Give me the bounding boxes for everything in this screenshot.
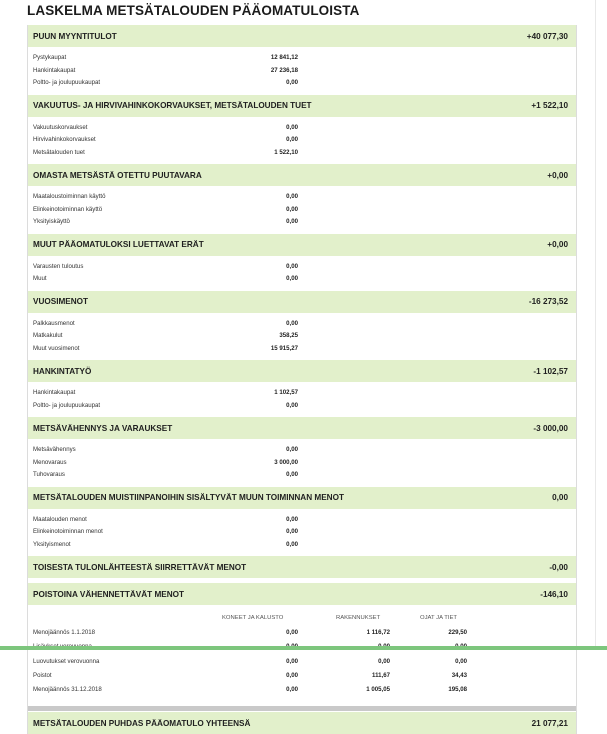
item-value: 0,00 bbox=[286, 540, 298, 548]
page-title: LASKELMA METSÄTALOUDEN PÄÄOMATULOISTA bbox=[27, 3, 360, 18]
item-label: Muut bbox=[33, 275, 47, 282]
item-row bbox=[28, 146, 576, 159]
cell-ojat: 34,43 bbox=[451, 671, 467, 679]
section-header-muut-erat bbox=[28, 234, 576, 256]
item-label: Hankintakaupat bbox=[33, 389, 76, 396]
item-value: 0,00 bbox=[286, 528, 298, 535]
item-row bbox=[28, 121, 576, 134]
item-label: Tuhovaraus bbox=[33, 471, 65, 478]
cell-koneet: 0,00 bbox=[286, 671, 298, 679]
section-rows bbox=[28, 313, 576, 358]
depreciation-column-headers bbox=[28, 611, 576, 625]
section-total: -1 102,57 bbox=[533, 366, 568, 376]
item-value: 0,00 bbox=[286, 136, 298, 143]
report-table bbox=[27, 25, 577, 734]
section-total: +1 522,10 bbox=[531, 101, 568, 110]
section-total: +0,00 bbox=[547, 240, 568, 249]
item-row bbox=[28, 272, 576, 285]
divider bbox=[28, 706, 576, 711]
item-value: 0,00 bbox=[286, 123, 298, 131]
cell-ojat: 229,50 bbox=[448, 629, 467, 636]
item-label: Yksityismenot bbox=[33, 540, 71, 548]
table-row bbox=[28, 654, 576, 668]
summary-title: METSÄTALOUDEN PUHDAS PÄÄOMATULO YHTEENSÄ bbox=[33, 718, 251, 728]
section-title: TOISESTA TULONLÄHTEESTÄ SIIRRETTÄVÄT MENOT bbox=[33, 562, 247, 572]
item-label: Vakuutuskorvaukset bbox=[33, 123, 88, 131]
section-total: +0,00 bbox=[547, 170, 568, 180]
row-label: Menojäännös 1.1.2018 bbox=[33, 629, 96, 636]
bottom-bar bbox=[0, 646, 607, 650]
cell-rakennukset: 1 116,72 bbox=[366, 629, 390, 636]
item-row bbox=[28, 64, 576, 77]
item-label: Pystykaupat bbox=[33, 54, 67, 61]
section-header-puun-myyntitulot bbox=[28, 25, 576, 47]
section-rows bbox=[28, 509, 576, 554]
item-row bbox=[28, 342, 576, 355]
item-value: 0,00 bbox=[286, 218, 298, 225]
item-value: 0,00 bbox=[286, 193, 298, 200]
section-title: VUOSIMENOT bbox=[33, 297, 89, 306]
cell-koneet: 0,00 bbox=[286, 629, 298, 636]
section-title: POISTOINA VÄHENNETTÄVÄT MENOT bbox=[33, 589, 185, 599]
item-label: Maatalouden menot bbox=[33, 515, 87, 523]
item-value: 0,00 bbox=[286, 319, 298, 327]
section-rows bbox=[28, 382, 576, 414]
item-label: Matkakulut bbox=[33, 332, 63, 339]
item-row bbox=[28, 443, 576, 456]
section-rows bbox=[28, 256, 576, 288]
item-row bbox=[28, 76, 576, 89]
item-label: Elinkeinotoiminnan käyttö bbox=[33, 205, 103, 213]
item-row bbox=[28, 386, 576, 399]
item-label: Muut vuosimenot bbox=[33, 344, 80, 352]
item-value: 0,00 bbox=[286, 401, 298, 409]
section-rows bbox=[28, 186, 576, 231]
item-row bbox=[28, 190, 576, 203]
row-label: Menojäännös 31.12.2018 bbox=[33, 686, 102, 694]
row-label: Luovutukset verovuonna bbox=[33, 657, 100, 665]
section-rows bbox=[28, 47, 576, 92]
divider bbox=[595, 0, 596, 650]
section-header-poistot bbox=[28, 583, 576, 605]
item-row bbox=[28, 513, 576, 526]
item-value: 3 000,00 bbox=[274, 458, 298, 466]
item-label: Poltto- ja joulupuukaupat bbox=[33, 79, 101, 86]
item-row bbox=[28, 215, 576, 228]
section-total: -146,10 bbox=[540, 589, 568, 599]
item-label: Yksityiskäyttö bbox=[33, 218, 70, 225]
item-label: Elinkeinotoiminnan menot bbox=[33, 528, 103, 535]
section-title: METSÄTALOUDEN MUISTIINPANOIHIN SISÄLTYVÄT MUUN TOIMINNAN MENOT bbox=[33, 493, 344, 502]
item-row bbox=[28, 203, 576, 216]
item-row bbox=[28, 399, 576, 412]
summary-header bbox=[28, 712, 576, 734]
section-title: MUUT PÄÄOMATULOKSI LUETTAVAT ERÄT bbox=[33, 240, 204, 249]
cell-rakennukset: 1 005,05 bbox=[366, 686, 390, 694]
item-label: Metsätalouden tuet bbox=[33, 148, 85, 156]
item-row bbox=[28, 456, 576, 469]
section-rows bbox=[28, 439, 576, 484]
item-value: 1 522,10 bbox=[274, 148, 298, 156]
table-row bbox=[28, 682, 576, 696]
item-value: 0,00 bbox=[286, 515, 298, 523]
item-value: 12 841,12 bbox=[270, 54, 298, 61]
item-label: Hirvivahinkokorvaukset bbox=[33, 136, 96, 143]
section-total: -16 273,52 bbox=[528, 297, 568, 306]
cell-rakennukset: 111,67 bbox=[372, 671, 390, 679]
item-value: 0,00 bbox=[286, 262, 298, 270]
cell-rakennukset: 0,00 bbox=[378, 657, 390, 665]
item-value: 0,00 bbox=[286, 205, 298, 213]
item-row bbox=[28, 468, 576, 481]
section-title: METSÄVÄHENNYS JA VARAUKSET bbox=[33, 423, 173, 433]
column-header-ojat: OJAT JA TIET bbox=[420, 615, 457, 621]
item-row bbox=[28, 133, 576, 146]
item-row bbox=[28, 260, 576, 273]
section-header-siirrettavat-menot bbox=[28, 556, 576, 578]
section-header-vuosimenot bbox=[28, 291, 576, 313]
item-label: Metsävähennys bbox=[33, 446, 76, 453]
item-value: 1 102,57 bbox=[274, 389, 298, 396]
item-label: Hankintakaupat bbox=[33, 66, 76, 74]
row-label: Poistot bbox=[33, 671, 52, 679]
summary-total: 21 077,21 bbox=[531, 718, 568, 728]
cell-ojat: 195,08 bbox=[448, 686, 467, 694]
column-header-rakennukset: RAKENNUKSET bbox=[336, 615, 381, 621]
item-value: 15 915,27 bbox=[270, 344, 298, 352]
item-row bbox=[28, 538, 576, 551]
item-label: Menovaraus bbox=[33, 458, 67, 466]
item-value: 0,00 bbox=[286, 275, 298, 282]
item-value: 358,25 bbox=[279, 332, 298, 339]
item-row bbox=[28, 329, 576, 342]
cell-koneet: 0,00 bbox=[286, 657, 298, 665]
item-value: 27 236,18 bbox=[270, 66, 298, 74]
item-label: Poltto- ja joulupuukaupat bbox=[33, 401, 101, 409]
item-row bbox=[28, 317, 576, 330]
section-header-metsavahennys bbox=[28, 417, 576, 439]
section-header-oma-puutavara bbox=[28, 164, 576, 186]
item-row bbox=[28, 525, 576, 538]
section-header-vakuutuskorvaukset bbox=[28, 95, 576, 117]
section-title: PUUN MYYNTITULOT bbox=[33, 31, 117, 41]
item-value: 0,00 bbox=[286, 79, 298, 86]
cell-koneet: 0,00 bbox=[286, 686, 298, 694]
section-header-muun-toiminnan-menot bbox=[28, 487, 576, 509]
column-header-koneet: KONEET JA KALUSTO bbox=[222, 615, 284, 621]
item-label: Palkkausmenot bbox=[33, 319, 75, 327]
item-value: 0,00 bbox=[286, 446, 298, 453]
item-value: 0,00 bbox=[286, 471, 298, 478]
item-row bbox=[28, 51, 576, 64]
section-title: VAKUUTUS- JA HIRVIVAHINKOKORVAUKSET, METSÄTALOUDEN TUET bbox=[33, 101, 312, 110]
section-total: 0,00 bbox=[552, 493, 568, 502]
section-total: -3 000,00 bbox=[533, 423, 568, 433]
table-row bbox=[28, 668, 576, 682]
cell-ojat: 0,00 bbox=[455, 657, 467, 665]
section-rows bbox=[28, 117, 576, 162]
section-title: HANKINTATYÖ bbox=[33, 366, 92, 376]
section-total: -0,00 bbox=[549, 562, 568, 572]
table-row bbox=[28, 625, 576, 639]
section-total: +40 077,30 bbox=[526, 31, 568, 41]
item-label: Varausten tuloutus bbox=[33, 262, 84, 270]
item-label: Maataloustoiminnan käyttö bbox=[33, 193, 106, 200]
section-title: OMASTA METSÄSTÄ OTETTU PUUTAVARA bbox=[33, 170, 202, 180]
section-header-hankintatyo bbox=[28, 360, 576, 382]
